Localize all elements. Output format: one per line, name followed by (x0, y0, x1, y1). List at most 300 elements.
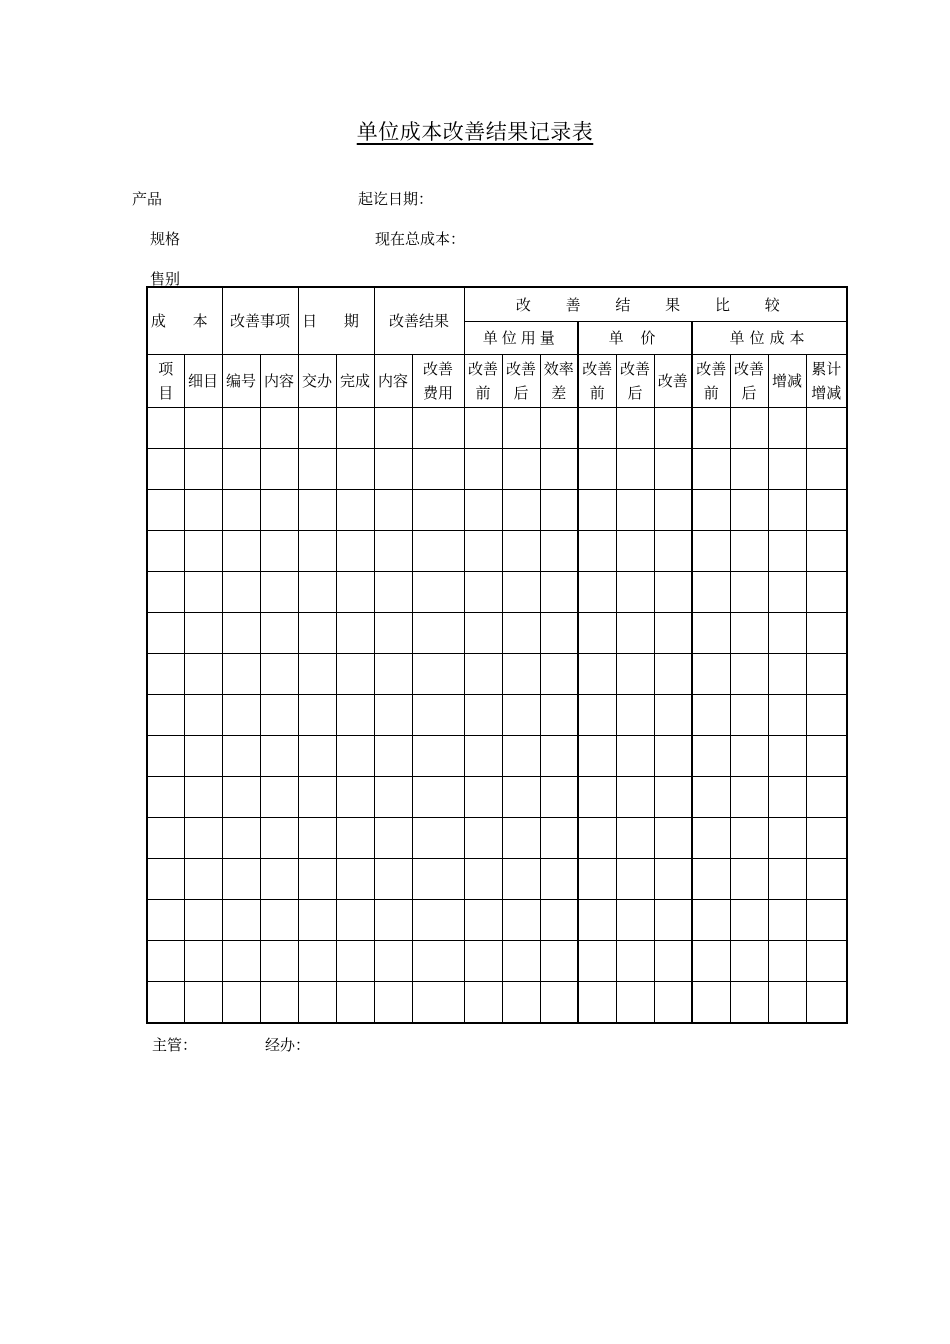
table-cell[interactable] (768, 408, 806, 449)
table-cell[interactable] (768, 900, 806, 941)
table-cell[interactable] (147, 982, 184, 1024)
table-cell[interactable] (654, 982, 692, 1024)
table-cell[interactable] (692, 572, 730, 613)
table-cell[interactable] (806, 859, 847, 900)
table-cell[interactable] (616, 818, 654, 859)
table-cell[interactable] (692, 408, 730, 449)
table-cell[interactable] (578, 982, 616, 1024)
table-cell[interactable] (730, 408, 768, 449)
table-cell[interactable] (692, 900, 730, 941)
column-header-line2: 前 (703, 384, 719, 402)
table-cell[interactable] (616, 654, 654, 695)
table-cell[interactable] (184, 818, 222, 859)
table-cell[interactable] (298, 818, 336, 859)
table-cell[interactable] (412, 736, 464, 777)
table-cell[interactable] (540, 777, 578, 818)
table-cell[interactable] (464, 900, 502, 941)
table-cell[interactable] (222, 572, 260, 613)
table-cell[interactable] (540, 900, 578, 941)
table-cell[interactable] (654, 736, 692, 777)
table-cell[interactable] (692, 818, 730, 859)
table-row (147, 695, 847, 736)
table-cell[interactable] (692, 941, 730, 982)
table-cell[interactable] (412, 941, 464, 982)
table-cell[interactable] (298, 982, 336, 1024)
table-cell[interactable] (412, 490, 464, 531)
column-header-line1: 增减 (772, 372, 803, 390)
table-cell[interactable] (374, 531, 412, 572)
table-cell[interactable] (184, 408, 222, 449)
table-cell[interactable] (540, 654, 578, 695)
table-cell[interactable] (578, 449, 616, 490)
table-row (147, 859, 847, 900)
table-cell[interactable] (768, 695, 806, 736)
table-cell[interactable] (730, 613, 768, 654)
table-row (147, 982, 847, 1024)
table-cell[interactable] (336, 613, 374, 654)
table-cell[interactable] (222, 900, 260, 941)
table-cell[interactable] (260, 736, 298, 777)
table-cell[interactable] (222, 859, 260, 900)
table-cell[interactable] (222, 449, 260, 490)
table-cell[interactable] (260, 613, 298, 654)
table-cell[interactable] (768, 982, 806, 1024)
table-cell[interactable] (147, 859, 184, 900)
table-cell[interactable] (374, 695, 412, 736)
table-cell[interactable] (768, 818, 806, 859)
table-cell[interactable] (654, 572, 692, 613)
table-cell[interactable] (412, 531, 464, 572)
table-cell[interactable] (464, 859, 502, 900)
table-cell[interactable] (222, 777, 260, 818)
table-cell[interactable] (692, 695, 730, 736)
table-cell[interactable] (147, 900, 184, 941)
table-cell[interactable] (540, 736, 578, 777)
table-cell[interactable] (260, 777, 298, 818)
table-cell[interactable] (184, 490, 222, 531)
table-cell[interactable] (464, 490, 502, 531)
table-cell[interactable] (578, 777, 616, 818)
table-cell[interactable] (692, 777, 730, 818)
table-cell[interactable] (616, 572, 654, 613)
table-cell[interactable] (768, 777, 806, 818)
table-cell[interactable] (502, 736, 540, 777)
table-cell[interactable] (260, 695, 298, 736)
table-cell[interactable] (184, 941, 222, 982)
table-cell[interactable] (616, 900, 654, 941)
table-cell[interactable] (374, 900, 412, 941)
table-cell[interactable] (806, 777, 847, 818)
table-cell[interactable] (184, 654, 222, 695)
table-cell[interactable] (654, 408, 692, 449)
table-cell[interactable] (336, 572, 374, 613)
table-cell[interactable] (540, 859, 578, 900)
table-cell[interactable] (806, 941, 847, 982)
table-cell[interactable] (768, 449, 806, 490)
table-cell[interactable] (540, 982, 578, 1024)
table-cell[interactable] (184, 613, 222, 654)
table-cell[interactable] (540, 408, 578, 449)
table-cell[interactable] (184, 859, 222, 900)
table-cell[interactable] (222, 736, 260, 777)
table-cell[interactable] (298, 941, 336, 982)
table-cell[interactable] (336, 736, 374, 777)
table-cell[interactable] (578, 572, 616, 613)
table-cell[interactable] (806, 900, 847, 941)
table-cell[interactable] (540, 695, 578, 736)
table-cell[interactable] (412, 408, 464, 449)
table-cell[interactable] (298, 572, 336, 613)
table-cell[interactable] (464, 408, 502, 449)
table-cell[interactable] (260, 818, 298, 859)
table-cell[interactable] (374, 941, 412, 982)
table-cell[interactable] (298, 613, 336, 654)
sales-type-label: 售别 (150, 270, 181, 288)
table-cell[interactable] (412, 654, 464, 695)
table-cell[interactable] (147, 531, 184, 572)
table-cell[interactable] (336, 859, 374, 900)
table-cell[interactable] (222, 531, 260, 572)
table-cell[interactable] (616, 982, 654, 1024)
table-cell[interactable] (464, 531, 502, 572)
table-cell[interactable] (578, 490, 616, 531)
table-cell[interactable] (540, 531, 578, 572)
table-cell[interactable] (654, 613, 692, 654)
column-header-line1: 内容 (378, 372, 409, 390)
table-cell[interactable] (692, 490, 730, 531)
table-row (147, 777, 847, 818)
table-cell[interactable] (578, 941, 616, 982)
table-cell[interactable] (806, 531, 847, 572)
table-cell[interactable] (654, 859, 692, 900)
table-cell[interactable] (374, 818, 412, 859)
table-cell[interactable] (616, 449, 654, 490)
table-cell[interactable] (412, 900, 464, 941)
table-cell[interactable] (336, 408, 374, 449)
table-cell[interactable] (222, 490, 260, 531)
table-cell[interactable] (222, 818, 260, 859)
table-cell[interactable] (147, 408, 184, 449)
table-cell[interactable] (260, 572, 298, 613)
table-cell[interactable] (730, 777, 768, 818)
table-cell[interactable] (768, 941, 806, 982)
table-cell[interactable] (806, 982, 847, 1024)
table-cell[interactable] (768, 859, 806, 900)
table-cell[interactable] (654, 818, 692, 859)
table-cell[interactable] (374, 449, 412, 490)
table-cell[interactable] (768, 572, 806, 613)
table-cell[interactable] (412, 777, 464, 818)
table-cell[interactable] (806, 408, 847, 449)
table-cell[interactable] (374, 613, 412, 654)
table-cell[interactable] (336, 900, 374, 941)
table-row (147, 900, 847, 941)
column-header (502, 355, 540, 408)
table-row (147, 613, 847, 654)
table-cell[interactable] (260, 449, 298, 490)
table-cell[interactable] (806, 654, 847, 695)
table-cell[interactable] (578, 695, 616, 736)
table-cell[interactable] (412, 695, 464, 736)
table-cell[interactable] (184, 449, 222, 490)
table-cell[interactable] (502, 982, 540, 1024)
table-cell[interactable] (730, 982, 768, 1024)
table-cell[interactable] (502, 490, 540, 531)
column-header (464, 355, 502, 408)
table-cell[interactable] (730, 572, 768, 613)
table-cell[interactable] (374, 859, 412, 900)
column-header (412, 355, 464, 408)
table-cell[interactable] (464, 695, 502, 736)
table-cell[interactable] (184, 736, 222, 777)
table-cell[interactable] (502, 941, 540, 982)
table-cell[interactable] (616, 408, 654, 449)
table-cell[interactable] (502, 449, 540, 490)
table-cell[interactable] (464, 654, 502, 695)
table-cell[interactable] (464, 818, 502, 859)
table-cell[interactable] (540, 490, 578, 531)
column-header (260, 355, 298, 408)
table-cell[interactable] (692, 736, 730, 777)
table-cell[interactable] (412, 613, 464, 654)
table-cell[interactable] (502, 613, 540, 654)
table-cell[interactable] (730, 531, 768, 572)
table-cell[interactable] (260, 900, 298, 941)
period-label: 起讫日期： (358, 190, 434, 208)
column-header-line2: 后 (513, 384, 529, 402)
table-cell[interactable] (184, 572, 222, 613)
table-cell[interactable] (502, 531, 540, 572)
table-cell[interactable] (768, 613, 806, 654)
table-cell[interactable] (578, 736, 616, 777)
table-cell[interactable] (730, 900, 768, 941)
table-cell[interactable] (336, 531, 374, 572)
table-cell[interactable] (222, 613, 260, 654)
table-cell[interactable] (540, 572, 578, 613)
table-cell[interactable] (654, 777, 692, 818)
table-cell[interactable] (298, 695, 336, 736)
table-cell[interactable] (184, 695, 222, 736)
table-cell[interactable] (768, 654, 806, 695)
table-cell[interactable] (692, 859, 730, 900)
table-cell[interactable] (806, 695, 847, 736)
table-cell[interactable] (260, 654, 298, 695)
table-cell[interactable] (502, 408, 540, 449)
table-cell[interactable] (260, 859, 298, 900)
table-cell[interactable] (730, 941, 768, 982)
table-cell[interactable] (730, 859, 768, 900)
column-header (222, 355, 260, 408)
table-cell[interactable] (768, 490, 806, 531)
product-label: 产品 (132, 190, 163, 208)
header-improvement-result: 改善结果 (374, 287, 464, 355)
table-row (147, 449, 847, 490)
table-cell[interactable] (222, 941, 260, 982)
table-cell[interactable] (412, 982, 464, 1024)
table-cell[interactable] (298, 736, 336, 777)
table-cell[interactable] (298, 449, 336, 490)
table-cell[interactable] (260, 531, 298, 572)
table-cell[interactable] (730, 490, 768, 531)
table-cell[interactable] (654, 695, 692, 736)
table-cell[interactable] (336, 490, 374, 531)
table-cell[interactable] (616, 859, 654, 900)
column-header (147, 355, 184, 408)
table-cell[interactable] (412, 572, 464, 613)
table-cell[interactable] (147, 572, 184, 613)
table-cell[interactable] (298, 408, 336, 449)
table-cell[interactable] (692, 654, 730, 695)
column-header-line2: 差 (551, 384, 567, 402)
table-cell[interactable] (540, 613, 578, 654)
table-cell[interactable] (222, 982, 260, 1024)
table-cell[interactable] (654, 490, 692, 531)
table-cell[interactable] (336, 941, 374, 982)
table-cell[interactable] (298, 900, 336, 941)
table-cell[interactable] (578, 818, 616, 859)
table-cell[interactable] (374, 572, 412, 613)
table-row (147, 818, 847, 859)
table-cell[interactable] (768, 736, 806, 777)
table-cell[interactable] (502, 777, 540, 818)
table-cell[interactable] (222, 695, 260, 736)
table-cell[interactable] (616, 736, 654, 777)
table-cell[interactable] (464, 449, 502, 490)
table-cell[interactable] (502, 695, 540, 736)
table-cell[interactable] (147, 613, 184, 654)
table-cell[interactable] (616, 490, 654, 531)
table-cell[interactable] (147, 695, 184, 736)
table-cell[interactable] (502, 900, 540, 941)
table-cell[interactable] (464, 572, 502, 613)
column-header (336, 355, 374, 408)
table-cell[interactable] (464, 777, 502, 818)
table-cell[interactable] (260, 982, 298, 1024)
table-cell[interactable] (502, 859, 540, 900)
table-cell[interactable] (147, 818, 184, 859)
table-row (147, 941, 847, 982)
table-cell[interactable] (260, 941, 298, 982)
table-cell[interactable] (298, 777, 336, 818)
table-cell[interactable] (654, 941, 692, 982)
table-cell[interactable] (298, 654, 336, 695)
table-cell[interactable] (730, 695, 768, 736)
table-cell[interactable] (298, 531, 336, 572)
table-cell[interactable] (540, 449, 578, 490)
table-cell[interactable] (502, 654, 540, 695)
table-cell[interactable] (147, 654, 184, 695)
table-cell[interactable] (616, 777, 654, 818)
table-cell[interactable] (336, 818, 374, 859)
table-cell[interactable] (578, 613, 616, 654)
table-cell[interactable] (260, 408, 298, 449)
table-cell[interactable] (260, 490, 298, 531)
table-cell[interactable] (184, 531, 222, 572)
table-cell[interactable] (298, 859, 336, 900)
table-cell[interactable] (730, 818, 768, 859)
table-cell[interactable] (578, 859, 616, 900)
table-cell[interactable] (692, 531, 730, 572)
table-cell[interactable] (578, 900, 616, 941)
table-cell[interactable] (336, 982, 374, 1024)
table-cell[interactable] (374, 654, 412, 695)
table-cell[interactable] (692, 449, 730, 490)
table-cell[interactable] (806, 818, 847, 859)
table-cell[interactable] (502, 818, 540, 859)
table-cell[interactable] (540, 941, 578, 982)
table-cell[interactable] (336, 695, 374, 736)
table-cell[interactable] (464, 613, 502, 654)
table-cell[interactable] (654, 531, 692, 572)
table-cell[interactable] (412, 818, 464, 859)
column-header (374, 355, 412, 408)
table-cell[interactable] (806, 572, 847, 613)
table-cell[interactable] (464, 982, 502, 1024)
table-cell[interactable] (654, 900, 692, 941)
table-cell[interactable] (374, 736, 412, 777)
table-cell[interactable] (147, 449, 184, 490)
column-header-line1: 改善 (696, 360, 727, 378)
table-cell[interactable] (147, 777, 184, 818)
table-cell[interactable] (654, 654, 692, 695)
table-cell[interactable] (147, 941, 184, 982)
table-cell[interactable] (374, 490, 412, 531)
table-cell[interactable] (184, 982, 222, 1024)
table-cell[interactable] (184, 900, 222, 941)
table-cell[interactable] (412, 449, 464, 490)
table-cell[interactable] (147, 736, 184, 777)
table-cell[interactable] (374, 777, 412, 818)
table-cell[interactable] (806, 613, 847, 654)
table-cell[interactable] (147, 490, 184, 531)
table-cell[interactable] (806, 736, 847, 777)
table-cell[interactable] (616, 613, 654, 654)
table-cell[interactable] (730, 654, 768, 695)
table-cell[interactable] (578, 654, 616, 695)
table-cell[interactable] (768, 531, 806, 572)
table-cell[interactable] (412, 859, 464, 900)
table-cell[interactable] (578, 531, 616, 572)
table-cell[interactable] (336, 449, 374, 490)
column-header-line1: 改善 (582, 360, 613, 378)
header-improvement-item: 改善事项 (222, 287, 298, 355)
table-cell[interactable] (222, 654, 260, 695)
table-cell[interactable] (692, 982, 730, 1024)
table-cell[interactable] (616, 695, 654, 736)
table-cell[interactable] (578, 408, 616, 449)
table-cell[interactable] (336, 654, 374, 695)
table-cell[interactable] (692, 613, 730, 654)
table-cell[interactable] (806, 449, 847, 490)
table-cell[interactable] (806, 490, 847, 531)
table-cell[interactable] (730, 736, 768, 777)
table-cell[interactable] (184, 777, 222, 818)
table-cell[interactable] (374, 408, 412, 449)
table-cell[interactable] (464, 941, 502, 982)
table-cell[interactable] (464, 736, 502, 777)
table-cell[interactable] (374, 982, 412, 1024)
table-cell[interactable] (502, 572, 540, 613)
table-cell[interactable] (616, 941, 654, 982)
table-cell[interactable] (222, 408, 260, 449)
table-cell[interactable] (540, 818, 578, 859)
table-cell[interactable] (298, 490, 336, 531)
table-cell[interactable] (654, 449, 692, 490)
table-cell[interactable] (336, 777, 374, 818)
column-header-line2: 后 (741, 384, 757, 402)
table-cell[interactable] (616, 531, 654, 572)
table-cell[interactable] (730, 449, 768, 490)
